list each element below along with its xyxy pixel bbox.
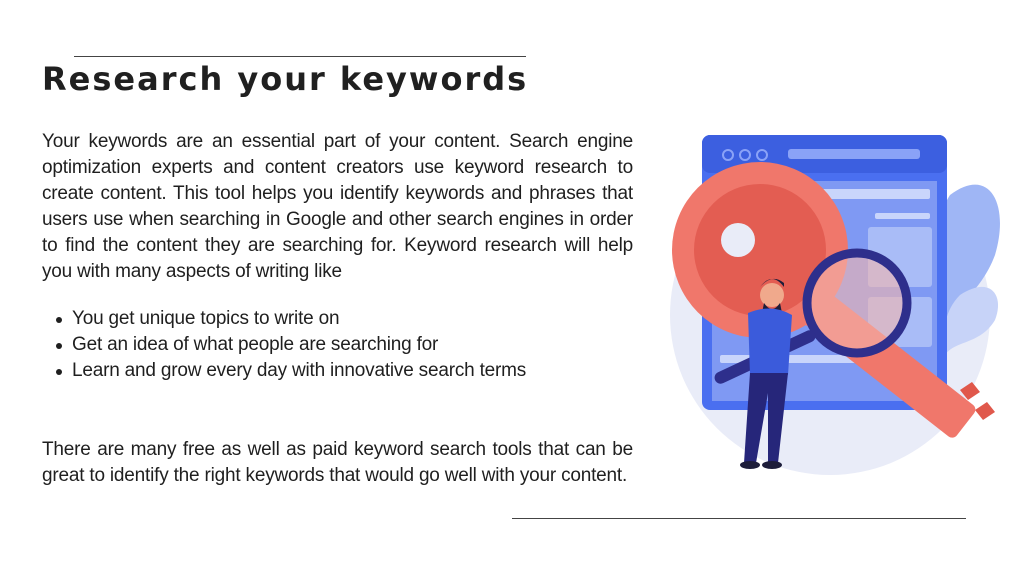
bullet-icon <box>56 343 62 349</box>
list-item-text: Get an idea of what people are searching for <box>72 334 439 355</box>
bullet-icon <box>56 369 62 375</box>
list-item-text: Learn and grow every day with innovative search terms <box>72 360 527 381</box>
list-item <box>56 358 526 384</box>
keyword-research-illustration <box>660 125 1010 475</box>
list-item-text: You get unique topics to write on <box>72 308 340 329</box>
top-divider <box>74 56 526 57</box>
bottom-divider <box>512 518 966 519</box>
benefits-list <box>56 306 526 384</box>
bullet-icon <box>56 317 62 323</box>
intro-paragraph: Your keywords are an essential part of your content. Search engine optimization experts and content creators use keyword research to create content. This tool helps you identify keywords and phrases that users use when searching in Google and other search engines in order to find the content they are searching for. Keyword research will help you with many aspects of writing like <box>42 131 633 282</box>
closing-paragraph: There are many free as well as paid keyword search tools that can be great to identify the right keywords that would go well with your content. <box>42 439 633 486</box>
list-item <box>56 332 526 358</box>
slide-title: Research your keywords <box>42 60 529 98</box>
list-item <box>56 306 526 332</box>
